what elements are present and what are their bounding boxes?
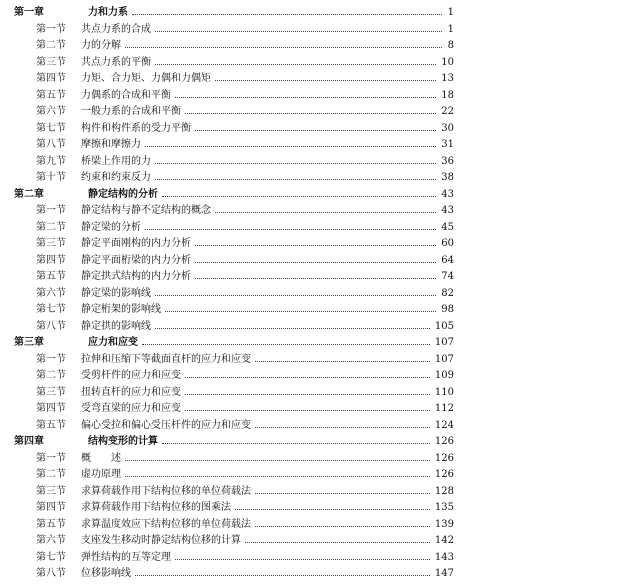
section-title: 位移影响线 [81,568,131,579]
section-title: 静定桁架的影响线 [81,304,161,315]
dot-leader [185,394,430,395]
toc-section-entry [0,351,640,368]
toc-section-entry [0,318,640,335]
section-number: 第六节 [36,106,66,117]
section-number: 第二节 [36,40,66,51]
dot-leader [135,575,430,576]
section-title: 构件和构件系的受力平衡 [81,122,191,134]
page-number: 105 [434,320,454,332]
dot-leader [155,328,430,329]
section-title: 静定拱式结构的内力分析 [81,271,191,282]
chapter-title: 应力和应变 [88,337,138,348]
section-title: 力偶系的合成和平衡 [81,89,171,101]
page-number: 22 [441,106,454,117]
toc-section-entry [0,169,640,186]
chapter-title: 力和力系 [88,7,128,18]
toc-section-entry [0,417,640,434]
section-number: 第一节 [36,23,66,35]
toc-section-entry [0,499,640,516]
section-number: 第八节 [36,139,66,150]
toc-section-entry [0,384,640,401]
dot-leader [162,443,430,444]
page-number: 45 [441,221,454,233]
dot-leader [255,361,430,362]
page-number: 107 [434,353,454,365]
page-number: 98 [441,304,454,315]
section-title: 力的分解 [81,40,121,51]
dot-leader [132,14,442,15]
section-number: 第五节 [36,271,66,282]
dot-leader [125,476,430,477]
section-number: 第二节 [36,370,66,381]
toc-section-entry [0,483,640,500]
section-number: 第五节 [36,89,66,101]
dot-leader [235,509,430,510]
dot-leader [145,146,436,147]
section-number: 第八节 [36,320,66,332]
section-number: 第七节 [36,304,66,315]
section-title: 摩擦和摩擦力 [81,139,141,150]
section-title: 支座发生移动时静定结构位移的计算 [81,535,241,546]
page-number: 142 [434,535,454,546]
section-title: 受剪杆件的应力和应变 [81,370,181,381]
section-title: 虚功原理 [81,469,121,480]
section-title: 求算温度效应下结构位移的单位荷载法 [81,518,251,530]
chapter-number: 第一章 [14,7,44,18]
dot-leader [195,130,436,131]
page-number: 112 [434,403,454,414]
section-number: 第六节 [36,535,66,546]
toc-section-entry [0,400,640,417]
section-number: 第四节 [36,502,66,513]
page-number: 1 [447,7,454,18]
toc-section-entry [0,565,640,582]
page-number: 126 [434,452,454,464]
page-number: 107 [434,337,454,348]
section-number: 第四节 [36,254,66,266]
dot-leader [215,80,436,81]
page-number: 74 [441,271,454,282]
dot-leader [175,97,436,98]
page-number: 135 [434,502,454,513]
page-number: 109 [434,370,454,381]
dot-leader [195,262,436,263]
toc-section-entry [0,466,640,483]
section-title: 偏心受拉和偏心受压杆件的应力和应变 [81,419,251,431]
section-title: 力矩、合力矩、力偶和力偶矩 [81,73,211,84]
section-number: 第八节 [36,568,66,579]
toc-section-entry [0,532,640,549]
toc-section-entry [0,70,640,87]
section-number: 第六节 [36,287,66,299]
section-title: 约束和约束反力 [81,172,151,183]
section-number: 第五节 [36,518,66,530]
section-title: 静定结构与静不定结构的概念 [81,205,211,216]
page-number: 128 [434,485,454,497]
section-number: 第一节 [36,205,66,216]
section-title: 共点力系的平衡 [81,56,151,68]
section-number: 第二节 [36,221,66,233]
chapter-number: 第四章 [14,436,44,447]
page-number: 139 [434,518,454,530]
dot-leader [165,311,436,312]
page-number: 43 [441,188,454,200]
dot-leader [155,179,436,180]
dot-leader [185,113,436,114]
toc-section-entry [0,450,640,467]
toc-section-entry [0,153,640,170]
section-title: 受弯直梁的应力和应变 [81,403,181,414]
section-number: 第七节 [36,551,66,563]
section-number: 第十节 [36,172,66,183]
page-number: 124 [434,419,454,431]
page-number: 36 [441,155,454,167]
page-number: 110 [434,386,454,398]
dot-leader [145,229,436,230]
section-title: 求算荷载作用下结构位移的单位荷载法 [81,485,251,497]
dot-leader [155,295,436,296]
toc-section-entry [0,252,640,269]
dot-leader [195,278,436,279]
page-number: 143 [434,551,454,563]
section-title: 共点力系的合成 [81,23,151,35]
toc-section-entry [0,21,640,38]
page-number: 147 [434,568,454,579]
page-number: 13 [441,73,454,84]
toc-section-entry [0,235,640,252]
section-title: 静定梁的分析 [81,221,141,233]
section-number: 第四节 [36,73,66,84]
dot-leader [175,559,430,560]
dot-leader [155,64,436,65]
dot-leader [125,460,430,461]
section-title: 静定平面桁梁的内力分析 [81,254,191,266]
page-number: 126 [434,469,454,480]
section-number: 第四节 [36,403,66,414]
section-title: 概 述 [81,452,121,464]
section-number: 第一节 [36,353,66,365]
dot-leader [185,377,430,378]
dot-leader [162,196,436,197]
dot-leader [155,31,442,32]
section-number: 第三节 [36,238,66,249]
page-number: 126 [434,436,454,447]
toc-chapter-entry [0,186,640,203]
dot-leader [185,410,430,411]
toc-section-entry [0,120,640,137]
toc-chapter-entry [0,433,640,450]
toc-section-entry [0,268,640,285]
page-number: 64 [441,254,454,266]
toc-section-entry [0,219,640,236]
chapter-number: 第二章 [14,188,44,200]
toc-section-entry [0,367,640,384]
chapter-title: 静定结构的分析 [88,188,158,200]
dot-leader [155,163,436,164]
toc-section-entry [0,54,640,71]
toc-section-entry [0,136,640,153]
page-number: 60 [441,238,454,249]
section-title: 桥梁上作用的力 [81,155,151,167]
section-title: 扭转直杆的应力和应变 [81,386,181,398]
dot-leader [215,212,436,213]
section-number: 第七节 [36,122,66,134]
toc-section-entry [0,285,640,302]
page-number: 43 [441,205,454,216]
page-number: 18 [441,89,454,101]
section-title: 拉伸和压缩下等截面直杆的应力和应变 [81,353,251,365]
chapter-title: 结构变形的计算 [88,436,158,447]
toc-section-entry [0,516,640,533]
toc-section-entry [0,37,640,54]
dot-leader [255,493,430,494]
page-number: 31 [441,139,454,150]
toc-chapter-entry [0,334,640,351]
section-number: 第三节 [36,386,66,398]
dot-leader [245,542,430,543]
section-title: 静定拱的影响线 [81,320,151,332]
section-number: 第九节 [36,155,66,167]
page-number: 30 [441,122,454,134]
dot-leader [255,427,430,428]
section-number: 第五节 [36,419,66,431]
toc-section-entry [0,301,640,318]
dot-leader [125,47,442,48]
section-title: 求算荷载作用下结构位移的图乘法 [81,502,231,513]
toc-chapter-entry [0,4,640,21]
toc-section-entry [0,87,640,104]
page-number: 38 [441,172,454,183]
section-title: 静定平面刚构的内力分析 [81,238,191,249]
section-title: 一般力系的合成和平衡 [81,106,181,117]
section-number: 第二节 [36,469,66,480]
section-number: 第三节 [36,56,66,68]
section-title: 弹性结构的互等定理 [81,551,171,563]
chapter-number: 第三章 [14,337,44,348]
page-number: 82 [441,287,454,299]
toc-section-entry [0,202,640,219]
dot-leader [142,344,430,345]
section-number: 第一节 [36,452,66,464]
section-title: 静定梁的影响线 [81,287,151,299]
page-number: 1 [447,23,454,35]
dot-leader [195,245,436,246]
toc-section-entry [0,549,640,566]
section-number: 第三节 [36,485,66,497]
toc-section-entry [0,103,640,120]
page-number: 8 [447,40,454,51]
dot-leader [255,526,430,527]
page-number: 10 [441,56,454,68]
